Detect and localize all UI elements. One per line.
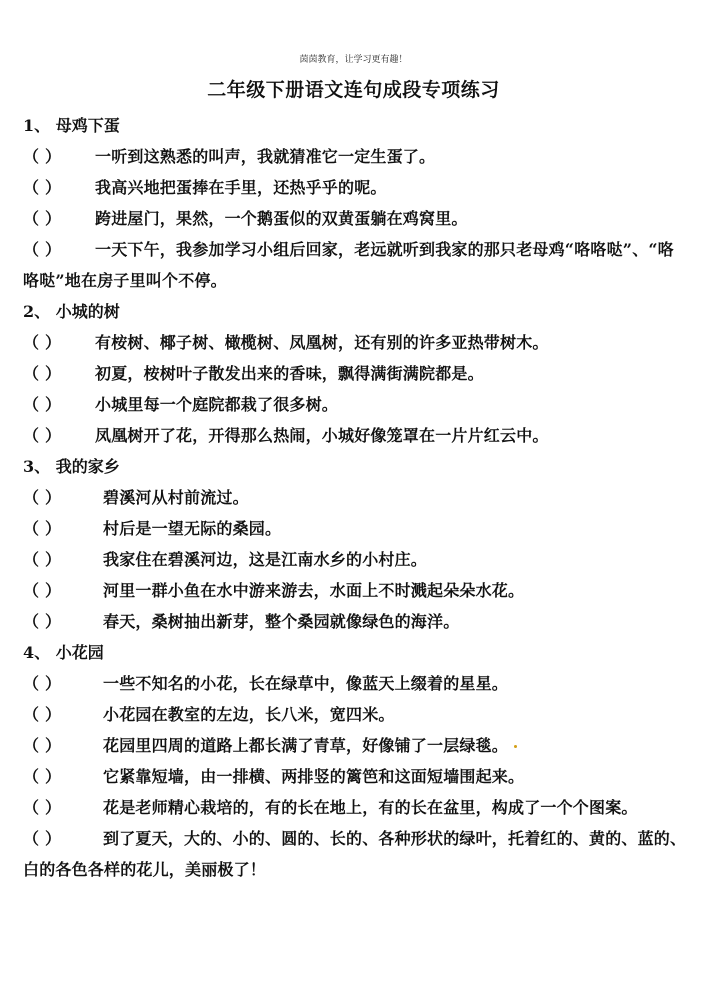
answer-blank: （ ） [23, 240, 62, 259]
sentence-item [23, 513, 687, 544]
sentence-item [23, 141, 687, 172]
sentence-text: 碧溪河从村前流过。 [103, 488, 249, 507]
sentence-item [23, 606, 687, 637]
answer-blank: （ ） [23, 767, 62, 786]
sentence-text: 跨进屋门，果然，一个鹅蛋似的双黄蛋躺在鸡窝里。 [95, 209, 468, 228]
sentence-item [23, 234, 687, 296]
sentence-text: 一天下午，我参加学习小组后回家，老远就听到我家的那只老母鸡“咯咯哒”、“咯咯哒”地在房子里叫个不停。 [23, 240, 675, 290]
exercise-content [23, 110, 687, 885]
sentence-item [23, 761, 687, 792]
section-1 [23, 110, 687, 296]
section-2 [23, 296, 687, 451]
sentence-item [23, 823, 687, 885]
sentence-text: 花园里四周的道路上都长满了青草，好像铺了一层绿毯。 [103, 736, 509, 755]
sentence-item [23, 203, 687, 234]
answer-blank: （ ） [23, 798, 62, 817]
answer-blank: （ ） [23, 829, 62, 848]
sentence-text: 它紧靠短墙，由一排横、两排竖的篱笆和这面短墙围起来。 [103, 767, 525, 786]
answer-blank: （ ） [23, 550, 62, 569]
sentence-text: 初夏，桉树叶子散发出来的香味，飘得满街满院都是。 [95, 364, 484, 383]
sentence-item [23, 327, 687, 358]
answer-blank: （ ） [23, 178, 62, 197]
sentence-text: 小城里每一个庭院都栽了很多树。 [95, 395, 339, 414]
answer-blank: （ ） [23, 519, 62, 538]
sentence-text: 我高兴地把蛋捧在手里，还热乎乎的呢。 [95, 178, 387, 197]
sentence-text: 小花园在教室的左边，长八米，宽四米。 [103, 705, 395, 724]
section-title: 3、 我的家乡 [23, 457, 120, 476]
sentence-text: 村后是一望无际的桑园。 [103, 519, 282, 538]
sentence-text: 到了夏天，大的、小的、圆的、长的、各种形状的绿叶，托着红的、黄的、蓝的、白的各色各样的花儿，美丽极了！ [23, 829, 687, 879]
answer-blank: （ ） [23, 147, 62, 166]
sentence-item [23, 358, 687, 389]
section-title: 4、 小花园 [23, 643, 104, 662]
sentence-item [23, 420, 687, 451]
section-title: 1、 母鸡下蛋 [23, 116, 120, 135]
answer-blank: （ ） [23, 705, 62, 724]
sentence-text: 有桉树、椰子树、橄榄树、凤凰树，还有别的许多亚热带树木。 [95, 333, 549, 352]
answer-blank: （ ） [23, 209, 62, 228]
sentence-text: 一些不知名的小花，长在绿草中，像蓝天上缀着的星星。 [103, 674, 509, 693]
sentence-item [23, 699, 687, 730]
sentence-text: 我家住在碧溪河边，这是江南水乡的小村庄。 [103, 550, 428, 569]
answer-blank: （ ） [23, 364, 62, 383]
sentence-item [23, 482, 687, 513]
answer-blank: （ ） [23, 395, 62, 414]
answer-blank: （ ） [23, 488, 62, 507]
sentence-item [23, 544, 687, 575]
stray-dot-mark [514, 745, 517, 748]
page-title: 二年级下册语文连句成段专项练习 [207, 79, 500, 101]
answer-blank: （ ） [23, 426, 62, 445]
answer-blank: （ ） [23, 736, 62, 755]
sentence-item [23, 172, 687, 203]
sentence-item [23, 575, 687, 606]
answer-blank: （ ） [23, 581, 62, 600]
answer-blank: （ ） [23, 612, 62, 631]
sentence-text: 一听到这熟悉的叫声，我就猜准它一定生蛋了。 [95, 147, 436, 166]
section-4 [23, 637, 687, 885]
section-title: 2、 小城的树 [23, 302, 120, 321]
sentence-text: 凤凰树开了花，开得那么热闹，小城好像笼罩在一片片红云中。 [95, 426, 549, 445]
sentence-text: 春天，桑树抽出新芽，整个桑园就像绿色的海洋。 [103, 612, 460, 631]
answer-blank: （ ） [23, 674, 62, 693]
sentence-item [23, 668, 687, 699]
header-note: 茵茵教育，让学习更有趣！ [299, 55, 408, 65]
sentence-item [23, 792, 687, 823]
answer-blank: （ ） [23, 333, 62, 352]
sentence-text: 河里一群小鱼在水中游来游去，水面上不时溅起朵朵水花。 [103, 581, 525, 600]
sentence-item [23, 730, 687, 761]
section-3 [23, 451, 687, 637]
sentence-item [23, 389, 687, 420]
sentence-text: 花是老师精心栽培的，有的长在地上，有的长在盆里，构成了一个个图案。 [103, 798, 638, 817]
